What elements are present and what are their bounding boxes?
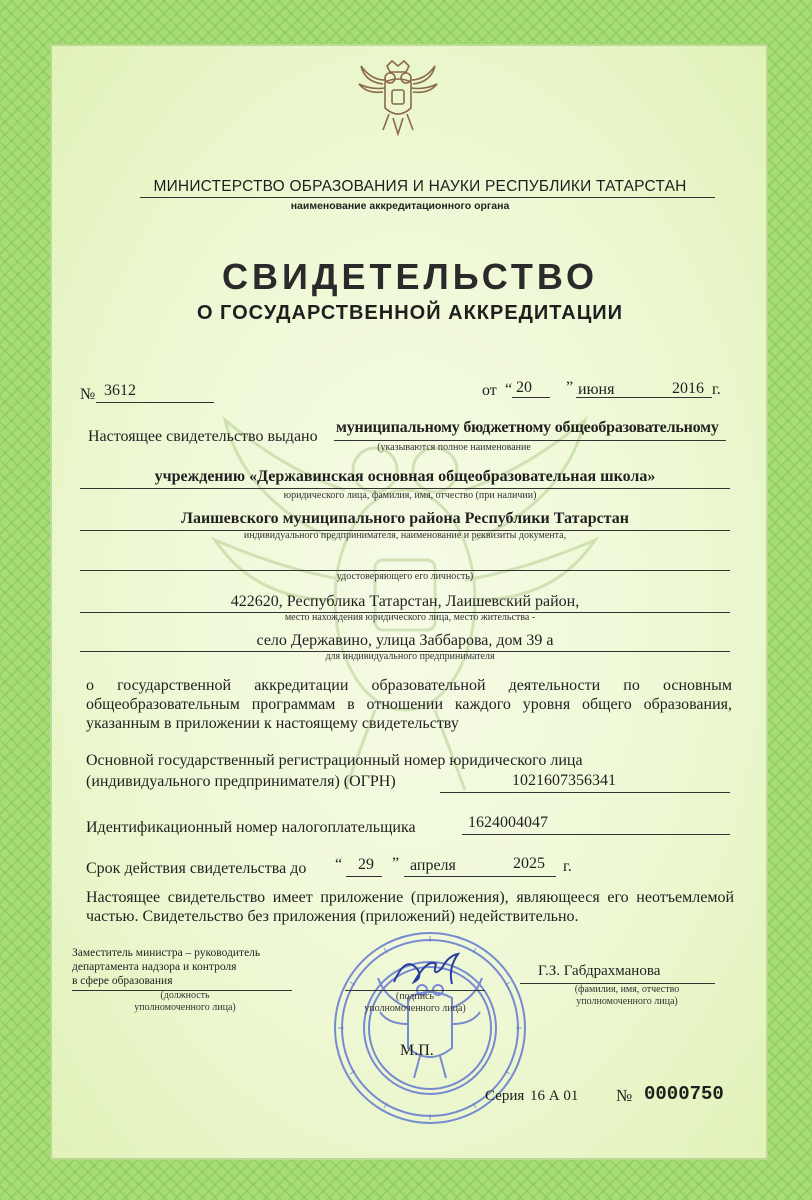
issued-caption-2: юридического лица, фамилия, имя, отчество (при наличии) [283,490,537,501]
name-caption-2: уполномоченного лица) [576,996,678,1007]
page-subtitle: О ГОСУДАРСТВЕННОЙ АККРЕДИТАЦИИ [196,302,624,324]
inn-label: Идентификационный номер налогоплательщика [86,819,416,836]
address-line-1: 422620, Республика Татарстан, Лаишевский район, [230,593,580,610]
series-value: 16 А 01 [530,1088,579,1104]
issued-line-2-underline [80,488,730,489]
inn-underline [462,834,730,835]
date-day-underline [512,397,550,398]
date-month: июня [578,381,615,398]
validity-month-underline [404,876,512,877]
issued-line-3: Лаишевского муниципального района Республики Татарстан [181,510,629,527]
coat-of-arms-icon [357,58,439,140]
ogrn-underline [440,792,730,793]
name-caption [532,984,722,1008]
issued-line-1-underline [334,440,726,441]
issued-intro: Настоящее свидетельство выдано [88,428,318,445]
certificate-number: 3612 [104,382,136,399]
number-label: № [80,386,96,403]
date-prefix: от [482,382,497,399]
issued-caption-4: удостоверяющего его личность) [336,571,474,582]
number-underline [96,402,214,403]
validity-year-underline [508,876,556,877]
annex-text: Настоящее свидетельство имеет приложение (приложения), являющееся его неотъемлемой частью. Свидетельство без приложения (приложений) недействительно. [86,889,734,925]
validity-label: Срок действия свидетельства до [86,860,307,877]
inn-value: 1624004047 [468,814,548,831]
signature-caption-2: уполномоченного лица) [364,1003,466,1014]
issued-caption-1: (указываются полное наименование [377,442,531,453]
address-caption-2: для индивидуального предпринимателя [325,651,495,662]
date-day: 20 [516,379,532,396]
signatory-position-3: в сфере образования [72,975,173,987]
validity-year: 2025 [513,855,545,872]
position-caption-2: уполномоченного лица) [134,1002,236,1013]
series-number: 0000750 [644,1083,724,1105]
validity-month: апреля [410,857,456,874]
address-line-2: село Державино, улица Заббарова, дом 39 а [256,632,554,649]
ogrn-text-1: Основной государственный регистрационный номер юридического лица [86,752,583,769]
validity-day: 29 [358,856,374,873]
ministry-underline [140,197,715,198]
signatory-position-1: Заместитель министра – руководитель [72,947,261,959]
signature-caption-1: (подпись [395,991,435,1002]
signatory-name: Г.З. Габдрахманова [538,963,661,979]
series-label: Серия [485,1088,525,1104]
page-title: СВИДЕТЕЛЬСТВО [222,256,598,297]
address-caption-1: место нахождения юридического лица, место жительства - [284,612,536,623]
ministry-caption: наименование аккредитационного органа [290,200,510,212]
position-caption [100,990,270,1014]
accreditation-purpose: о государственной аккредитации образовательной деятельности по основным общеобразовательным программам в отношении каждого уровня общего образования, указанным в приложении к настоящему свидетельству [86,677,732,732]
name-caption-1: (фамилия, имя, отчество [574,984,680,995]
issued-line-2: учреждению «Державинская основная общеобразовательная школа» [154,468,656,485]
date-month-underline [576,397,676,398]
date-year: 2016 [672,380,704,397]
seal-place-label: М.П. [400,1042,434,1059]
signature-caption [345,991,485,1015]
issued-caption-3: индивидуального предпринимателя, наименование и реквизиты документа, [243,530,567,541]
ogrn-text-2: (индивидуального предпринимателя) (ОГРН) [86,773,396,790]
issued-line-1: муниципальному бюджетному общеобразовательному [336,419,719,436]
signature-icon [388,948,468,992]
validity-day-underline [346,876,382,877]
position-caption-1: (должность [160,990,210,1001]
validity-suffix: г. [563,858,572,875]
ministry-name: МИНИСТЕРСТВО ОБРАЗОВАНИЯ И НАУКИ РЕСПУБЛИКИ ТАТАРСТАН [153,178,687,195]
certificate-sheet: МИНИСТЕРСТВО ОБРАЗОВАНИЯ И НАУКИ РЕСПУБЛИКИ ТАТАРСТАН наименование аккредитационного органа СВИДЕТЕЛЬСТВО О ГОСУДАРСТВЕННОЙ АККРЕДИТАЦИИ № 3612 от “ 20 ” июня 2016 г. Настоящее свидетельство выдано муниципальному бюджетному общеобразовательному (указываются полное наименование учреждению «Державинская основная общеобразовательная школа» юридического лица, фамилия, имя, отчество (при наличии) Лаишевского муниципального района Республики Татарстан индивидуального предпринимателя, наименование и реквизиты документа, удостоверяющего его личность) 422620, Республика Татарстан, Лаишевский район, место нахождения юридического лица, место жительства - село Державино, улица Заббарова, дом 39 а для индивидуального предпринимателя о государственной аккредитации образовательной деятельности по основным общеобразовательным программам в отношении каждого уровня общего образования, указанным в приложении к настоящему свидетельству Основной государственный регистрационный номер юридического лица (индивидуального предпринимателя) (ОГРН) 1021607356341 Идентификационный номер налогоплательщика 1624004047 Срок действия свидетельства до “ 29 ” апреля 2025 г. Настоящее свидетельство имеет приложение (приложения), являющееся его неотъемлемой частью. Свидетельство без приложения (приложений) недействительно. Заместитель министра – руководитель департамента надзора и контроля в сфере образования (должность уполномоченного лица) (подпись уполномоченного лица) Г.З. Габдрахманова (фамилия, имя, отчество уполномоченного лица) М.П. Серия 16 А 01 № 0000750 [0,0,812,1200]
signatory-position [72,946,260,988]
signatory-position-2: департамента надзора и контроля [72,961,237,973]
date-year-underline [662,397,712,398]
ogrn-value: 1021607356341 [512,772,616,789]
series-number-label: № [616,1086,633,1105]
date-year-suffix: г. [712,381,721,398]
